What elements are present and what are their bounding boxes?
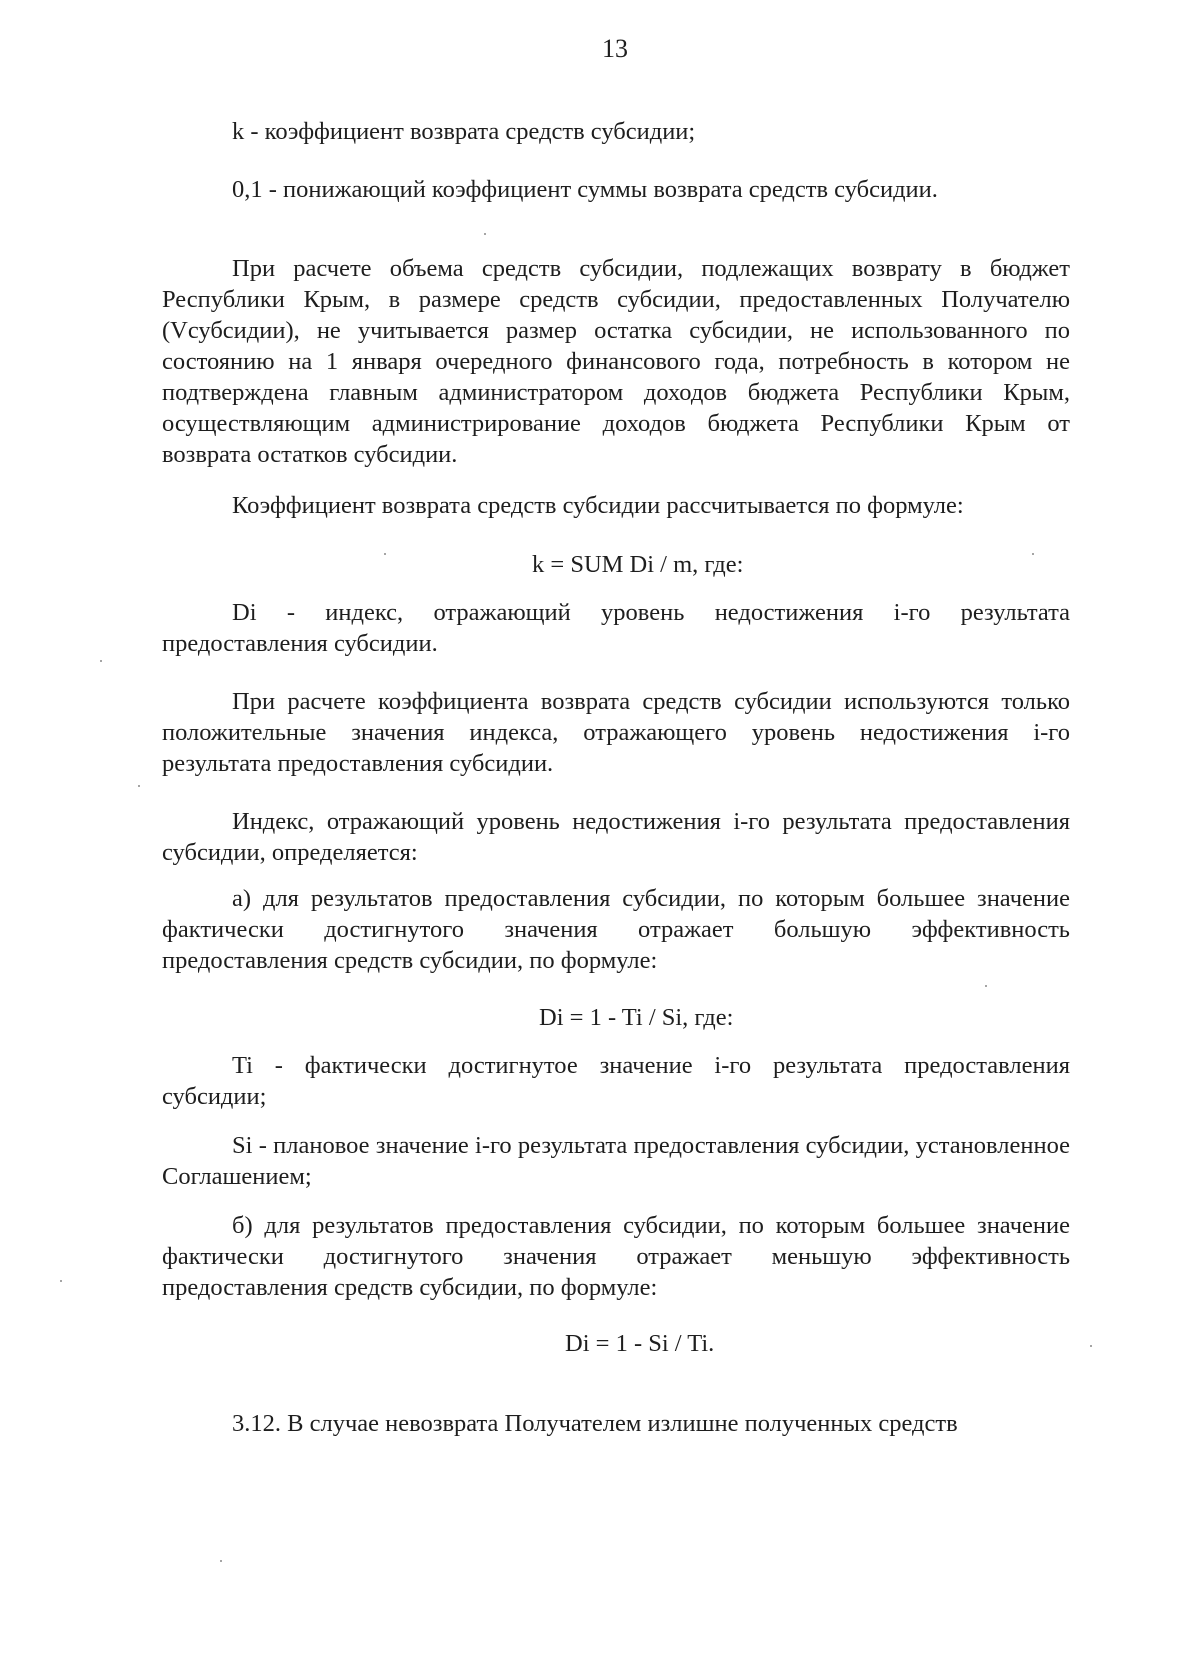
paragraph-index-determination: Индекс, отражающий уровень недостижения i-го результата предоставления субсидии, определяется:	[162, 808, 1070, 866]
scan-speck	[100, 660, 102, 662]
paragraph-positive-values: При расчете коэффициента возврата средств субсидии используются только положительные значения индекса, отражающего уровень недостижения i-го результата предоставления субсидии.	[162, 688, 1070, 777]
paragraph-k-definition: k - коэффициент возврата средств субсидии;	[232, 118, 696, 145]
scan-speck	[384, 553, 386, 555]
scan-speck	[60, 1280, 62, 1282]
paragraph-ti-definition: Ti - фактически достигнутое значение i-го результата предоставления субсидии;	[162, 1052, 1070, 1110]
page-number: 13	[602, 34, 628, 63]
paragraph-3-12: 3.12. В случае невозврата Получателем излишне полученных средств	[232, 1410, 958, 1437]
scan-speck	[985, 985, 987, 987]
paragraph-case-a: а) для результатов предоставления субсидии, по которым большее значение фактически достигнутого значения отражает большую эффективность предоставления средств субсидии, по формуле:	[162, 885, 1070, 974]
scan-speck	[220, 1560, 222, 1562]
paragraph-reduction-coefficient: 0,1 - понижающий коэффициент суммы возврата средств субсидии.	[232, 176, 938, 203]
scan-speck	[484, 233, 486, 235]
scan-speck	[1090, 1345, 1092, 1347]
paragraph-calculation-volume: При расчете объема средств субсидии, подлежащих возврату в бюджет Республики Крым, в размере средств субсидии, предоставленных Получателю (Vсубсидии), не учитывается размер остатка субсидии, не использованного по состоянию на 1 января очередного финансового года, потребность в котором не подтверждена главным администратором доходов бюджета Республики Крым, осуществляющим администрирование доходов бюджета Республики Крым от возврата остатков субсидии.	[162, 255, 1070, 468]
formula-k: k = SUM Di / m, где:	[532, 551, 744, 578]
paragraph-di-definition: Di - индекс, отражающий уровень недостижения i-го результата предоставления субсидии.	[162, 599, 1070, 657]
paragraph-si-definition: Si - плановое значение i-го результата предоставления субсидии, установленное Соглашением;	[162, 1132, 1070, 1190]
formula-di-b: Di = 1 - Si / Ti.	[565, 1330, 715, 1357]
paragraph-coefficient-formula-intro: Коэффициент возврата средств субсидии рассчитывается по формуле:	[232, 492, 964, 519]
formula-di-a: Di = 1 - Ti / Si, где:	[539, 1004, 734, 1031]
scan-speck	[138, 785, 140, 787]
paragraph-case-b: б) для результатов предоставления субсидии, по которым большее значение фактически достигнутого значения отражает меньшую эффективность предоставления средств субсидии, по формуле:	[162, 1212, 1070, 1301]
scan-speck	[1032, 553, 1034, 555]
